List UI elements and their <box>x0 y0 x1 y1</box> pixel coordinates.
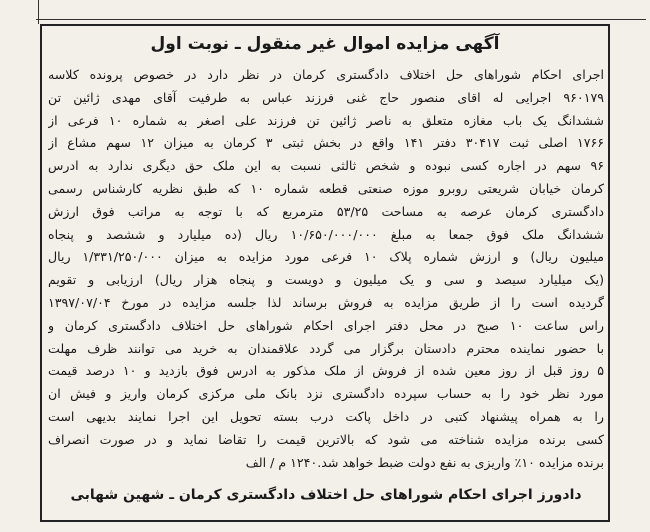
notice-body <box>48 64 604 474</box>
notice-line: ۵ روز قبل از روز معین شده از فروش از ملک مذکور به ادرس فوق بازدید و ۱۰ درصد قیمت <box>48 363 604 379</box>
notice-line: ششدانگ یک باب مغازه متعلق به ناصر ژائین تن فرزند علی اصغر به شماره ۱۰ فرعی از <box>48 112 604 128</box>
notice-line: کسی برنده مزایده شناخته می شود که بالاترین قیمت را تقاضا نماید و در صورت انصراف <box>48 431 604 447</box>
notice-title: آگهی مزایده اموال غیر منقول ـ نوبت اول <box>150 34 500 54</box>
notice-line: برنده مزایده ۱۰٪ واریزی به نفع دولت ضبط خواهد شد.۱۲۴۰ م / الف <box>245 454 604 470</box>
notice-line: دادگستری کرمان عرصه به مساحت ۵۳/۲۵ مترمربع که با توجه به مراتب فوق ارزش <box>48 203 604 219</box>
notice-line: (یک میلیارد سیصد و سی و یک میلیون و دویست و پنجاه هزار ریال) ارزیابی و تقویم <box>48 272 604 288</box>
notice-line: کرمان خیابان شریعتی روبرو موزه صنعتی قطعه شماره ۱۰ که طبق نظریه کارشناس رسمی <box>48 180 604 196</box>
notice-line: راس ساعت ۱۰ صبح در محل دفتر اجرای احکام شوراهای حل اختلاف دادگستری کرمان و <box>48 317 604 333</box>
notice-line: ششدانگ ملک فوق جمعا به مبلغ ۱۰/۶۵۰/۰۰۰/۰۰۰ ریال (ده میلیارد و ششصد و پنجاه <box>48 226 604 242</box>
notice-line: اجرای احکام شوراهای حل اختلاف دادگستری کرمان در نظر دارد در خصوص پرونده کلاسه <box>48 67 604 82</box>
left-column-rule <box>38 0 39 24</box>
notice-signature: دادورز اجرای احکام شوراهای حل اختلاف دادگستری کرمان ـ شهین شهابی <box>70 487 582 503</box>
notice-line: را به همراه پیشنهاد کتبی در داخل پاکت درب بسته تحویل این اجرا نمایند بدیهی است <box>48 408 604 424</box>
notice-line: گردیده است را از طریق مزایده به فروش برساند لذا جلسه مزایده در مورخ ۱۳۹۷/۰۷/۰۴ <box>48 294 604 310</box>
notice-line: ۹۶۰۱۷۹ اجرایی له اقای منصور حاج غنی فرزند عباس به طرفیت آقای مهدی ژائین تن <box>48 89 604 105</box>
notice-line: با حضور نماینده محترم دادستان برگزار می گردد علاقمندان به خرید می توانند ظرف مهلت <box>48 340 604 356</box>
notice-line: میلیون ریال) و ارزش شماره پلاک ۱۰ فرعی مورد مزایده به میزان ۱/۳۳۱/۲۵۰/۰۰۰ ریال <box>48 249 604 265</box>
notice-line: مورد نظر خود را به حساب سپرده دادگستری نزد بانک ملی مرکزی کرمان واریز و فیش ان <box>48 386 604 402</box>
notice-line: ۹۶ سهم در اجاره کسی نبوده و شخص ثالثی نسبت به این ملک حق دیگری ندارد به ادرس <box>48 158 604 174</box>
notice-line: ۱۷۶۶ اصلی ثبت ۳۰۴۱۷ دفتر ۱۴۱ واقع در بخش ثبتی ۳ کرمان به میزان ۱۲ سهم مشاع از <box>48 135 604 151</box>
top-rule <box>36 0 646 20</box>
